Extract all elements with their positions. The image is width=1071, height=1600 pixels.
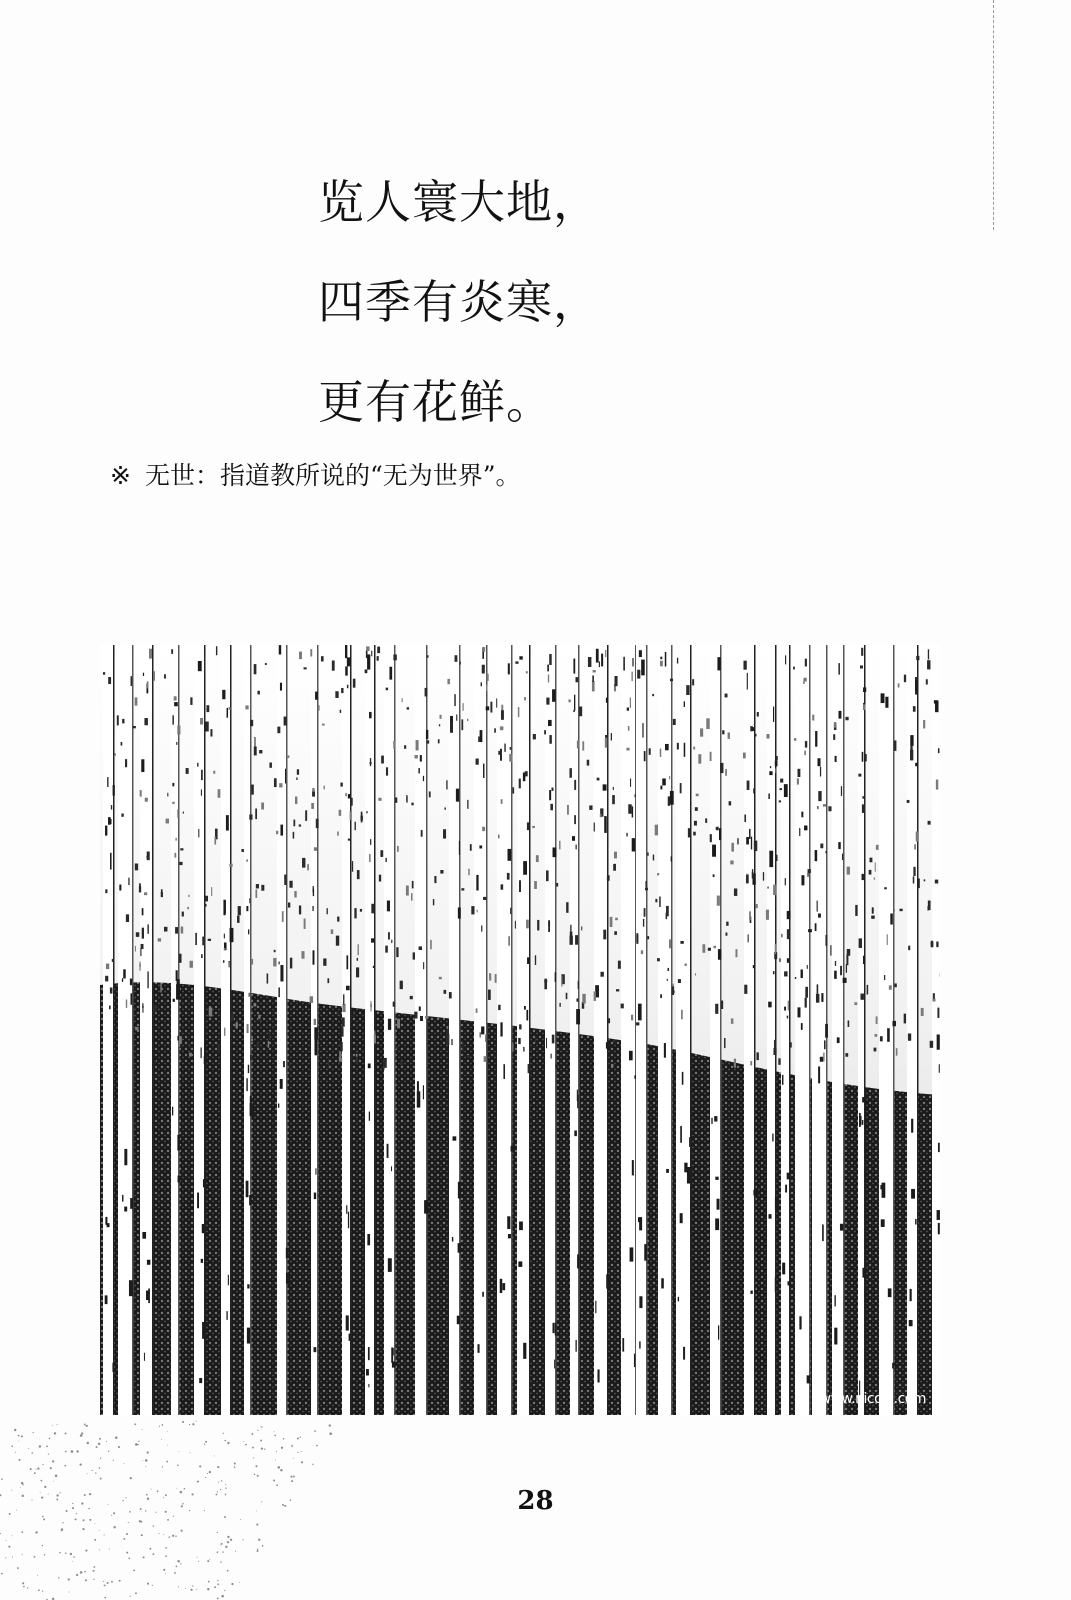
poem-line-2: 四季有炎寒， — [318, 275, 600, 329]
poem-line-1: 览人寰大地， — [318, 175, 600, 229]
poem-line-3: 更有花鲜。 — [318, 375, 553, 429]
footnote — [110, 456, 521, 492]
page-number: 28 — [517, 1486, 554, 1516]
footnote-text: 无世：指道教所说的“无为世界”。 — [144, 461, 521, 490]
page-edge-line — [993, 0, 994, 230]
forest-image-icon — [100, 645, 940, 1415]
reference-mark: ※ — [110, 461, 131, 490]
birch-forest-photo — [100, 645, 940, 1415]
photo-watermark: www.nicool.com — [819, 1391, 926, 1407]
poem-block — [318, 152, 738, 452]
